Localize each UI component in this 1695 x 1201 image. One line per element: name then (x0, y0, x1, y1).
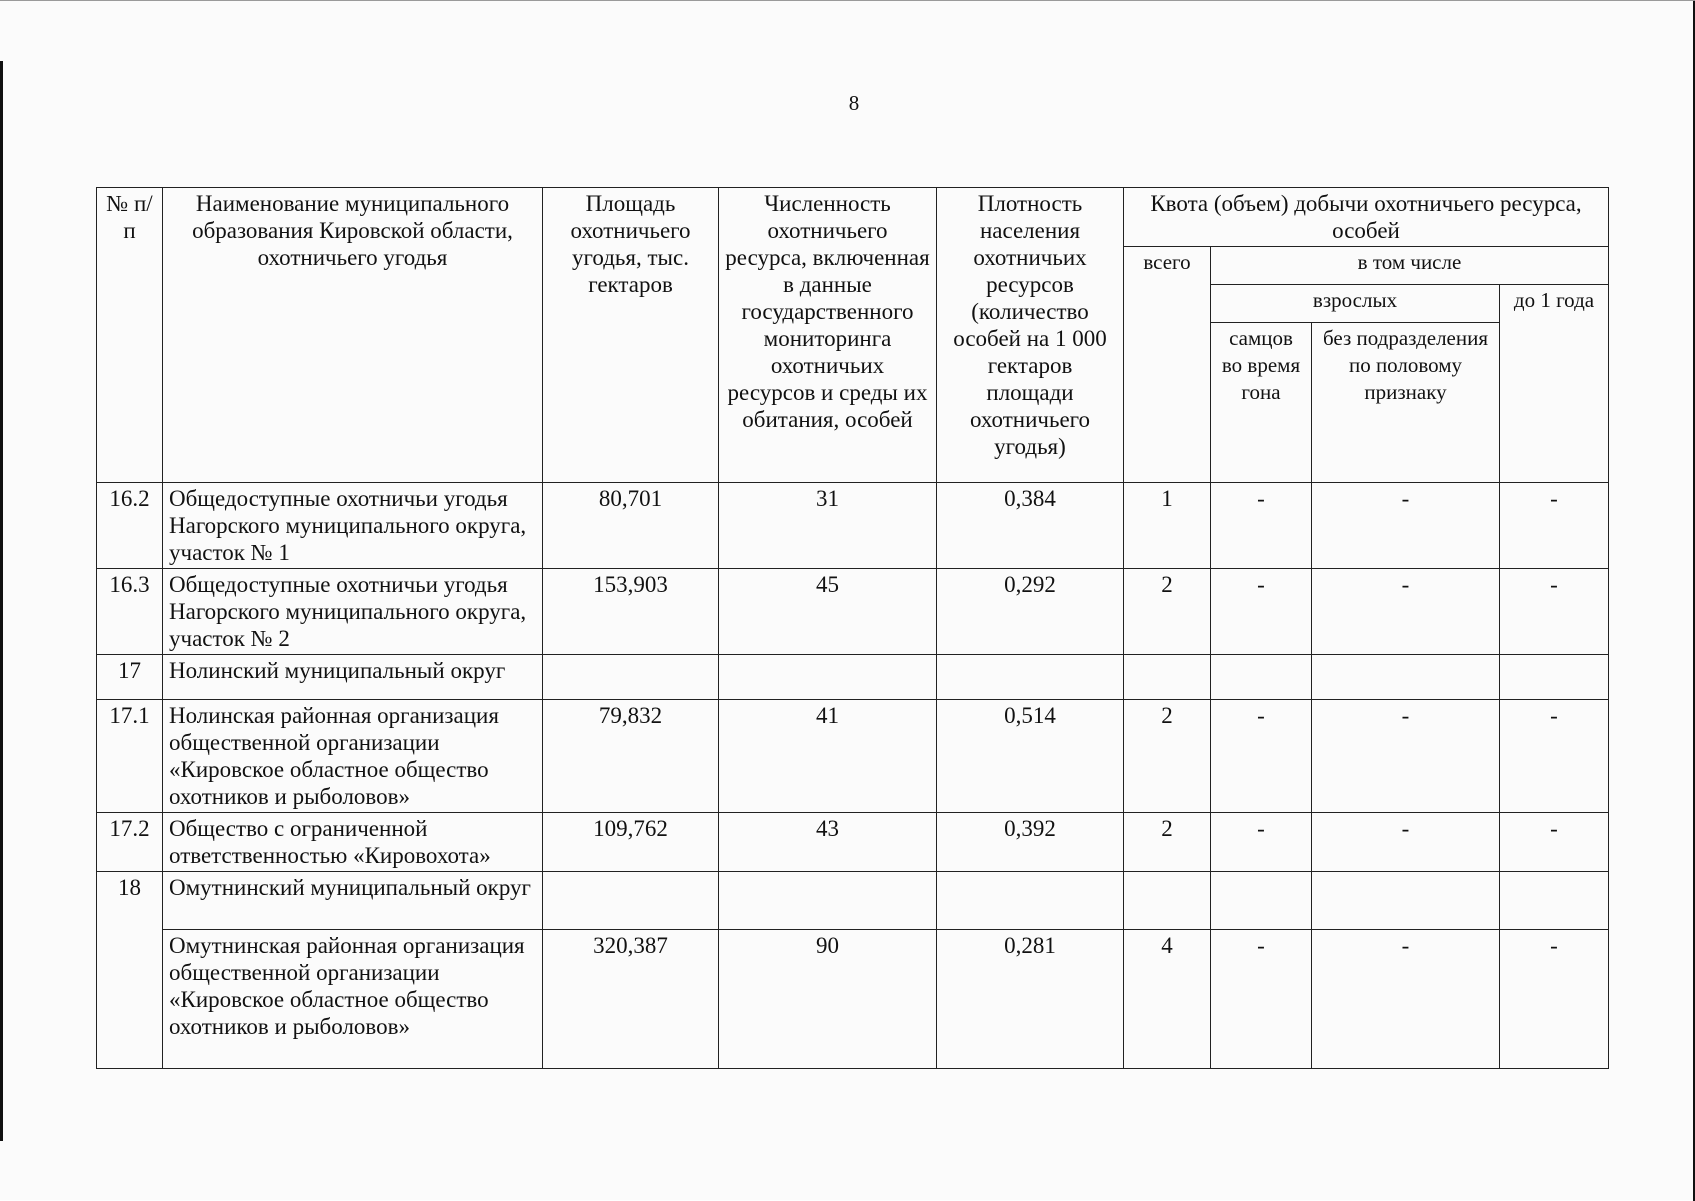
cell-num: 17.2 (97, 813, 163, 872)
cell-area: 79,832 (543, 700, 719, 813)
table-header (97, 188, 1609, 483)
cell-young (1500, 872, 1609, 930)
cell-total: 2 (1124, 813, 1211, 872)
cell-name: Общество с ограниченной ответственностью «Кировохота» (163, 813, 543, 872)
header-count: Численность охотничьего ресурса, включенная в данные государственного мониторинга охотничьих ресурсов и среды их обитания, особей (719, 188, 937, 483)
header-num: № п/п (97, 188, 163, 483)
header-including: в том числе (1211, 247, 1609, 285)
cell-area: 320,387 (543, 930, 719, 1069)
cell-num: 17.1 (97, 700, 163, 813)
header-males: самцов во время гона (1211, 323, 1312, 483)
cell-nosex (1312, 872, 1500, 930)
cell-nosex: - (1312, 930, 1500, 1069)
header-density: Плотность населения охотничьих ресурсов (количество особей на 1 000 гектаров площади охотничьего угодья) (937, 188, 1124, 483)
cell-name: Нолинская районная организация общественной организации «Кировское областное общество охотников и рыболовов» (163, 700, 543, 813)
cell-density: 0,281 (937, 930, 1124, 1069)
cell-nosex: - (1312, 813, 1500, 872)
table-body (97, 483, 1609, 1069)
cell-count: 45 (719, 569, 937, 655)
cell-count: 43 (719, 813, 937, 872)
cell-name: Нолинский муниципальный округ (163, 655, 543, 700)
cell-young (1500, 655, 1609, 700)
cell-young: - (1500, 483, 1609, 569)
cell-young: - (1500, 700, 1609, 813)
table-row (97, 930, 1609, 1069)
cell-count (719, 655, 937, 700)
cell-num: 17 (97, 655, 163, 700)
header-area: Площадь охотничьего угодья, тыс. гектаров (543, 188, 719, 483)
cell-density (937, 872, 1124, 930)
cell-num: 16.3 (97, 569, 163, 655)
cell-total: 4 (1124, 930, 1211, 1069)
cell-males: - (1211, 930, 1312, 1069)
header-name: Наименование муниципального образования Кировской области, охотничьего угодья (163, 188, 543, 483)
cell-count (719, 872, 937, 930)
header-quota: Квота (объем) добычи охотничьего ресурса, особей (1124, 188, 1609, 247)
cell-males (1211, 872, 1312, 930)
cell-males: - (1211, 483, 1312, 569)
cell-nosex: - (1312, 700, 1500, 813)
scan-edge-left (0, 61, 3, 1141)
table-row (97, 569, 1609, 655)
cell-area (543, 872, 719, 930)
header-total: всего (1124, 247, 1211, 483)
table-row (97, 872, 1609, 930)
cell-males: - (1211, 813, 1312, 872)
cell-area: 109,762 (543, 813, 719, 872)
cell-area: 153,903 (543, 569, 719, 655)
header-young: до 1 года (1500, 285, 1609, 483)
cell-density: 0,514 (937, 700, 1124, 813)
cell-density: 0,292 (937, 569, 1124, 655)
cell-males (1211, 655, 1312, 700)
table-row (97, 655, 1609, 700)
cell-count: 90 (719, 930, 937, 1069)
cell-nosex: - (1312, 569, 1500, 655)
cell-total: 1 (1124, 483, 1211, 569)
header-nosex: без подразделения по половому признаку (1312, 323, 1500, 483)
cell-total: 2 (1124, 700, 1211, 813)
cell-males: - (1211, 700, 1312, 813)
cell-area (543, 655, 719, 700)
cell-count: 41 (719, 700, 937, 813)
cell-total: 2 (1124, 569, 1211, 655)
cell-density (937, 655, 1124, 700)
cell-young: - (1500, 569, 1609, 655)
cell-area: 80,701 (543, 483, 719, 569)
cell-nosex: - (1312, 483, 1500, 569)
cell-count: 31 (719, 483, 937, 569)
cell-young: - (1500, 930, 1609, 1069)
cell-num: 16.2 (97, 483, 163, 569)
cell-name: Общедоступные охотничьи угодья Нагорского муниципального округа, участок № 1 (163, 483, 543, 569)
cell-total (1124, 872, 1211, 930)
cell-nosex (1312, 655, 1500, 700)
cell-density: 0,384 (937, 483, 1124, 569)
cell-name: Общедоступные охотничьи угодья Нагорского муниципального округа, участок № 2 (163, 569, 543, 655)
table-row (97, 813, 1609, 872)
cell-num: 18 (97, 872, 163, 1069)
cell-name: Омутнинская районная организация общественной организации «Кировское областное общество охотников и рыболовов» (163, 930, 543, 1069)
cell-total (1124, 655, 1211, 700)
header-adults: взрослых (1211, 285, 1500, 323)
page-number: 8 (848, 91, 860, 115)
table-row (97, 483, 1609, 569)
table-row (97, 700, 1609, 813)
cell-young: - (1500, 813, 1609, 872)
cell-males: - (1211, 569, 1312, 655)
cell-name: Омутнинский муниципальный округ (163, 872, 543, 930)
quota-table (96, 187, 1609, 1069)
cell-density: 0,392 (937, 813, 1124, 872)
